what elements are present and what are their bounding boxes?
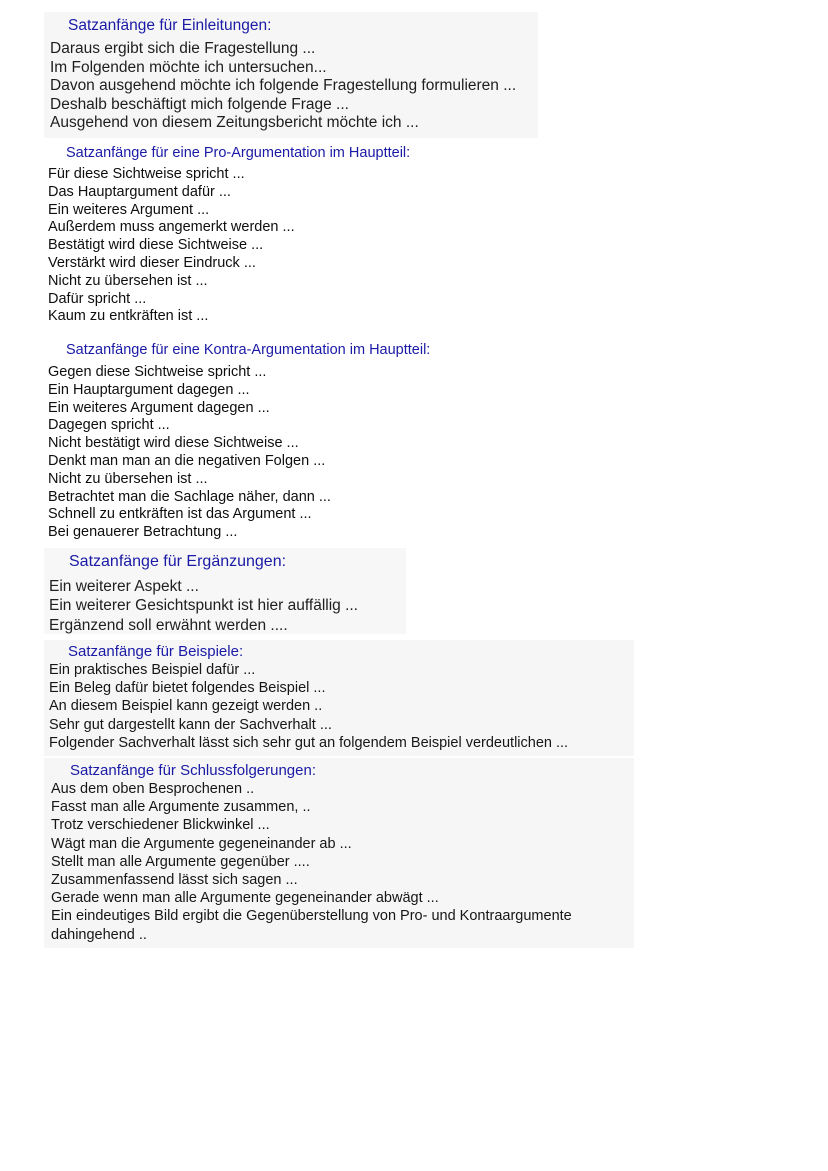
phrase-line: Dagegen spricht ...	[48, 417, 170, 434]
phrase-line: Fasst man alle Argumente zusammen, ..	[51, 799, 311, 816]
phrase-line: Daraus ergibt sich die Fragestellung ...	[50, 40, 316, 57]
phrase-list	[48, 364, 331, 542]
phrase-line: Folgender Sachverhalt lässt sich sehr gut an folgendem Beispiel verdeutlichen ...	[49, 734, 569, 751]
phrase-list	[49, 577, 358, 635]
section-additions	[44, 548, 406, 634]
phrase-line: Sehr gut dargestellt kann der Sachverhalt ...	[49, 716, 332, 733]
phrase-line: Trotz verschiedener Blickwinkel ...	[51, 817, 270, 834]
section-heading: Satzanfänge für Ergänzungen:	[69, 553, 287, 570]
section-heading: Satzanfänge für eine Kontra-Argumentation im Hauptteil:	[66, 342, 431, 358]
phrase-line: Ein Beleg dafür bietet folgendes Beispiel ...	[49, 680, 326, 697]
section-contra-argumentation	[44, 338, 464, 548]
phrase-line: Dafür spricht ...	[48, 290, 147, 307]
phrase-line: Ausgehend von diesem Zeitungsbericht möchte ich ...	[50, 114, 419, 132]
phrase-line: Stellt man alle Argumente gegenüber ....	[51, 853, 310, 870]
phrase-line: Betrachtet man die Sachlage näher, dann ...	[48, 488, 331, 505]
section-heading: Satzanfänge für eine Pro-Argumentation im Hauptteil:	[66, 145, 411, 161]
phrase-line: Ein praktisches Beispiel dafür ...	[49, 662, 256, 678]
phrase-line: Außerdem muss angemerkt werden ...	[48, 219, 295, 236]
phrase-line: Schnell zu entkräften ist das Argument ...	[48, 506, 312, 523]
phrase-line: Gerade wenn man alle Argumente gegeneinander abwägt ...	[51, 890, 439, 907]
phrase-line: Nicht zu übersehen ist ...	[48, 272, 208, 289]
phrase-line: Nicht bestätigt wird diese Sichtweise ...	[48, 435, 299, 452]
phrase-line: Bei genauerer Betrachtung ...	[48, 524, 238, 541]
phrase-line: Zusammenfassend lässt sich sagen ...	[51, 872, 298, 889]
phrase-line: Ein weiterer Gesichtspunkt ist hier auffällig ...	[49, 597, 358, 615]
section-examples	[44, 640, 634, 756]
phrase-list	[51, 780, 572, 944]
phrase-line: Kaum zu entkräften ist ...	[48, 308, 209, 325]
phrase-line: Gegen diese Sichtweise spricht ...	[48, 364, 267, 380]
phrase-line: Wägt man die Argumente gegeneinander ab ...	[51, 835, 352, 852]
section-conclusions	[44, 758, 634, 948]
phrase-line: Im Folgenden möchte ich untersuchen...	[50, 58, 327, 76]
section-heading: Satzanfänge für Schlussfolgerungen:	[70, 762, 316, 779]
phrase-line: Davon ausgehend möchte ich folgende Fragestellung formulieren ...	[50, 77, 517, 95]
phrase-line: Deshalb beschäftigt mich folgende Frage ...	[50, 95, 349, 113]
phrase-line: Ein weiteres Argument dagegen ...	[48, 399, 270, 416]
phrase-line: Verstärkt wird dieser Eindruck ...	[48, 254, 256, 271]
phrase-list	[50, 40, 516, 133]
phrase-list	[48, 166, 295, 326]
phrase-line: Denkt man man an die negativen Folgen ...	[48, 452, 326, 469]
phrase-line: Ein weiterer Aspekt ...	[49, 578, 199, 595]
section-pro-argumentation	[44, 140, 464, 330]
phrase-line: Aus dem oben Besprochenen ..	[51, 781, 255, 797]
phrase-line: Ein Hauptargument dagegen ...	[48, 381, 250, 398]
phrase-list	[49, 661, 568, 752]
phrase-line: Bestätigt wird diese Sichtweise ...	[48, 237, 264, 254]
phrase-line: dahingehend ..	[51, 926, 147, 943]
phrase-line: An diesem Beispiel kann gezeigt werden ..	[49, 698, 323, 715]
section-heading: Satzanfänge für Einleitungen:	[68, 17, 272, 34]
section-introductions	[44, 12, 538, 138]
section-heading: Satzanfänge für Beispiele:	[68, 643, 244, 660]
phrase-line: Nicht zu übersehen ist ...	[48, 470, 208, 487]
phrase-line: Für diese Sichtweise spricht ...	[48, 166, 245, 182]
phrase-line: Ergänzend soll erwähnt werden ....	[49, 616, 288, 634]
phrase-line: Das Hauptargument dafür ...	[48, 183, 231, 200]
phrase-line: Ein weiteres Argument ...	[48, 201, 210, 218]
phrase-line: Ein eindeutiges Bild ergibt die Gegenüberstellung von Pro- und Kontraargumente	[51, 908, 572, 925]
